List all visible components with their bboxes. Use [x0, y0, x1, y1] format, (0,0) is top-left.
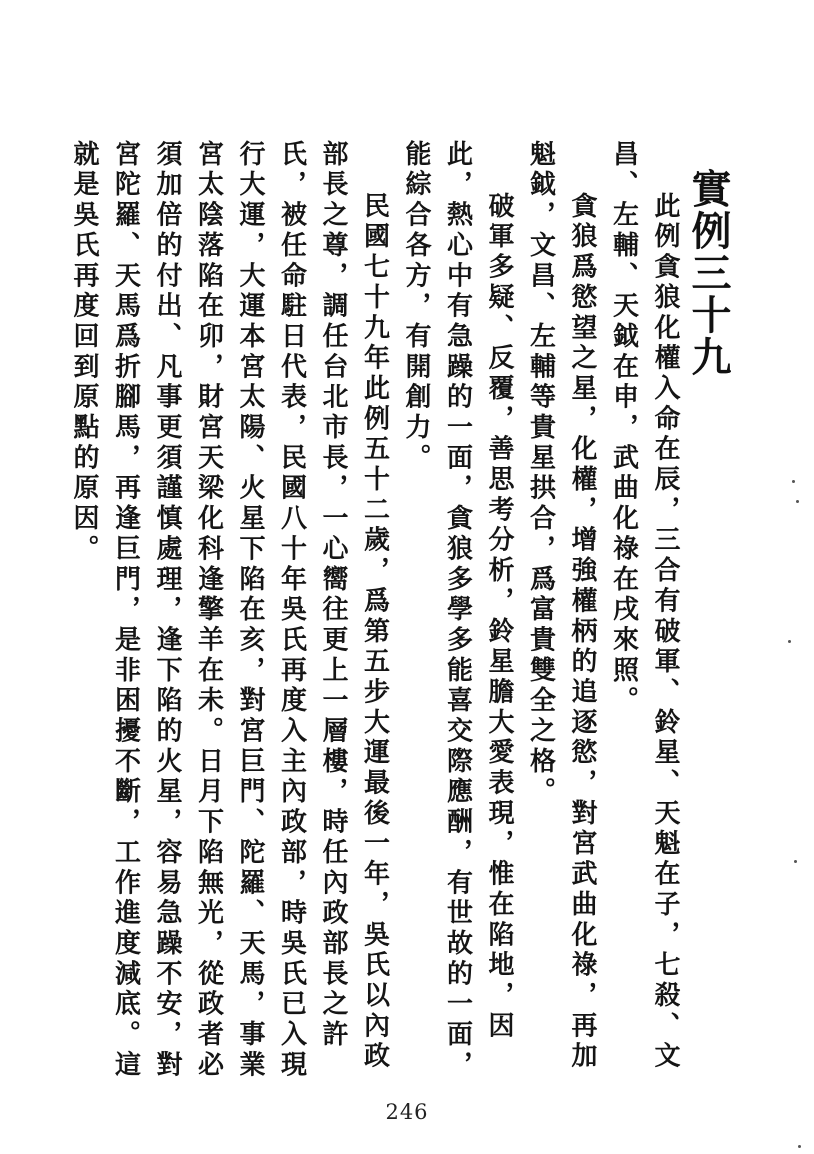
paragraph-4: 民國七十九年此例五十二歲，爲第五步大運最後一年，吳氏以內政部長之尊，調任台北市長，一心嚮往更上一層樓，時任內政部長之許氏，被任命駐日代表，民國八十年吳氏再度入主內政部，時吳氏已入現行大運，大運本宮太陽、火星下陷在亥，對宮巨門、陀羅、天馬，事業宮太陰落陷在卯，財宮天梁化科逢擎羊在未。日月下陷無光，從政者必須加倍的付出、凡事更須謹慎處理，逢下陷的火星，容易急躁不安，對宮陀羅、天馬爲折腳馬，再逢巨門，是非困擾不斷，工作進度減底。這就是吳氏再度回到原點的原因。 [69, 140, 390, 1081]
page-number: 246 [385, 1100, 429, 1124]
paragraph-1: 此例貪狼化權入命在辰，三合有破軍、鈴星、天魁在子，七殺、文昌、左輔、天鉞在申，武曲化祿在戌來照。 [608, 140, 680, 1073]
paragraph-2: 貪狼爲慾望之星，化權，增強權柄的追逐慾，對宮武曲化祿，再加魁鉞，文昌、左輔等貴星拱合，爲富貴雙全之格。 [525, 140, 597, 1073]
scan-speck [798, 1145, 801, 1148]
scan-speck [794, 860, 797, 863]
scan-speck [788, 640, 791, 643]
scan-edge-specks [784, 0, 808, 1154]
paragraph-3: 破軍多疑、反覆，善思考分析，鈴星膽大愛表現，惟在陷地，因此，熱心中有急躁的一面，貪狼多學多能喜交際應酬，有世故的一面，能綜合各方，有開創力。 [401, 140, 514, 1081]
scan-speck [796, 500, 799, 503]
section-heading: 實例三十九 [685, 168, 732, 378]
body-text [69, 140, 685, 1090]
scan-speck [792, 480, 795, 483]
